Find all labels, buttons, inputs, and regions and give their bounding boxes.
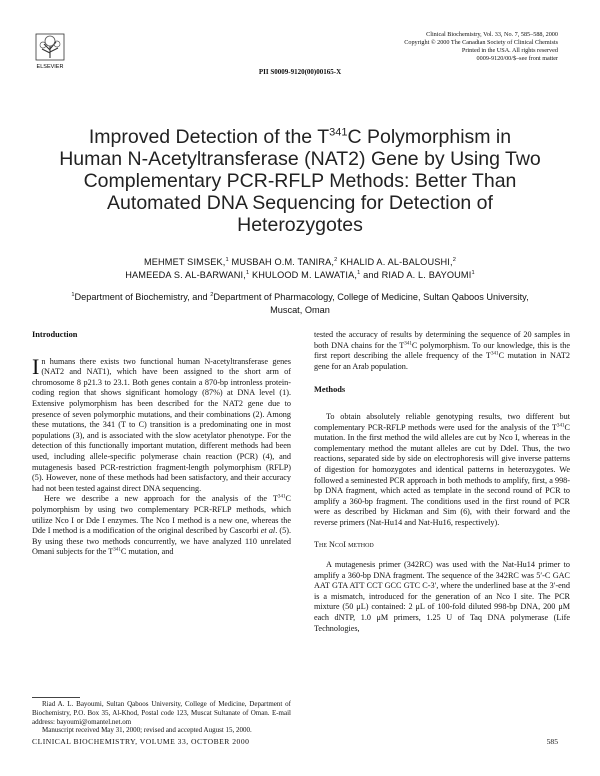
journal-meta-line: Printed in the USA. All rights reserved — [461, 47, 558, 54]
title-text: C Polymorphism in Human N-Acetyltransferase (NAT2) Gene by Using Two Complementary PCR-RFLP Methods: Better Than Automated DNA Sequencing for Detection of Heterozygotes — [59, 126, 541, 236]
methods-paragraph: To obtain absolutely reliable genotyping results, two different but complementary PCR-RFLP methods were used for the analysis of the $T^{341}C$ mutation. In the first method the wild alleles are cut by Nco I, whereas in the complementary method the mutant alleles are cut by DdeI. Thus, the two reactions, separated side by side on electrophoresis will give inverse patterns of digestion for homozygotes and identical patterns in heterozygotes. We followed a seminested PCR approach in both methods to amplify, first, a 998-bp DNA fragment, which acted as template in the second round of PCR to amplify a 360-bp fragment. The conditions used in the first round of PCR were as described by Hickman and Sim (6), with their forward and the reverse primers (Nat-Hu14 and Nat-Hu16, respectively). — [314, 411, 570, 527]
author: KHALID A. AL-BALOUSHI,$^2$ — [340, 256, 457, 267]
right-column — [314, 330, 570, 634]
intro-paragraph: In humans there exists two functional human N-acetyltransferase genes (NAT2 and NAT1), which have been assigned to the short arm of chromosome 8 p21.3 to 23.1. Both genes contain a 870-bp intronless protein-coding region that shows significant homology (87%) at DNA level (1). Extensive polymorphism has been described for the NAT2 gene due to presence of seven polymorphic mutations, and their combinations (2). Among these mutations, the 341 (T to C) transition is a predominating one in most populations (3), and is associated with the slow acetylator phenotype. For the detection of this functionally important mutation, different methods had been used, including allele-specific polymerase chain reaction (PCR) (4), and mutagenesis based PCR-restriction fragment-length polymorphism (RFLP) (5). However, none of these methods had been satisfactory, and their accuracy had not been tested against direct DNA sequencing. — [32, 353, 291, 493]
footnote-dates: Manuscript received May 31, 2000; revised and accepted August 15, 2000. — [42, 726, 252, 735]
article-title — [55, 126, 545, 236]
page-number: 585 — [546, 737, 558, 746]
journal-meta-line: 0009-9120/00/$–see front matter — [476, 55, 558, 62]
journal-citation-block — [298, 31, 558, 63]
correspondence-footnote — [32, 700, 291, 735]
publisher-logo — [30, 30, 70, 70]
author: HAMEEDA S. AL-BARWANI,$^1$ — [125, 269, 250, 280]
subsection-heading-ncoi: The NcoI method — [314, 539, 374, 549]
running-footer: CLINICAL BIOCHEMISTRY, VOLUME 33, OCTOBER 2000 — [32, 737, 250, 746]
footnote-divider — [32, 697, 80, 698]
author: KHULOOD M. LAWATIA,$^1$ — [251, 269, 361, 280]
author: and RIAD A. L. BAYOUMI$^1$ — [363, 269, 475, 280]
left-column — [32, 330, 291, 558]
section-heading-introduction: Introduction — [32, 330, 78, 339]
pii-identifier: PII S0009-9120(00)00165-X — [258, 68, 342, 76]
section-heading-methods: Methods — [314, 385, 346, 395]
intro-paragraph: Here we describe a new approach for the analysis of the $T^{341}C$ polymorphism by using two complementary PCR-RFLP methods, which utilize Nco I or Dde I enzymes. The Nco I method is a new one, whereas the Dde I method is a modification of the original described by Cascorbi et al. (5). By using these two methods concurrently, we have analyzed 110 unrelated Omani subjects for the $T^{341}C$ mutation, and — [32, 493, 292, 557]
author: MEHMET SIMSEK,$^1$ — [143, 256, 229, 267]
title-superscript: 341 — [329, 126, 348, 139]
title-text: Improved Detection of the T — [88, 126, 330, 148]
author: MUSBAH O.M. TANIRA,$^2$ — [231, 256, 338, 267]
svg-text:ELSEVIER: ELSEVIER — [36, 64, 64, 70]
journal-meta-line: Copyright © 2000 The Canadian Society of Clinical Chemists — [404, 39, 558, 46]
methods-paragraph: A mutagenesis primer (342RC) was used with the Nat-Hu14 primer to amplify a 360-bp DNA fragment. The sequence of the 342RC was 5′-C GAC AAT GTA ATT CCT GCC GTC C-3′, where the underlined base at the 3′-end is a mismatch, introduced for the generation of an Nco I site. The PCR mixture (50 μL) contained: 2 μL of 100-fold diluted 998-bp DNA, 200 μM each dNTP, 1.0 μM primers, 1.25 U of Taq DNA polymerase (Life Technologies, — [314, 560, 570, 633]
elsevier-tree-icon — [30, 30, 70, 70]
intro-continuation: tested the accuracy of results by determining the sequence of 20 samples in both DNA chains for the $T^{341}C$ polymorphism. To our knowledge, this is the first report describing the allele frequency of the $T^{341}C$ mutation in NAT2 gene for an Arab population. — [314, 330, 570, 371]
journal-meta-line: Clinical Biochemistry, Vol. 33, No. 7, 585–588, 2000 — [426, 31, 558, 38]
affiliations: $^1$Department of Biochemistry, and $^2$Department of Pharmacology, College of Medicine, Sultan Qaboos University, Muscat, Oman — [71, 291, 529, 315]
footnote-address: Riad A. L. Bayoumi, Sultan Qaboos University, College of Medicine, Department of Biochemistry, P.O. Box 35, Al-Khod, Postal code 123, Muscat Sultanate of Oman. E-mail address: bayoumi@omantel.net.om — [32, 700, 291, 726]
author-list — [45, 256, 555, 282]
